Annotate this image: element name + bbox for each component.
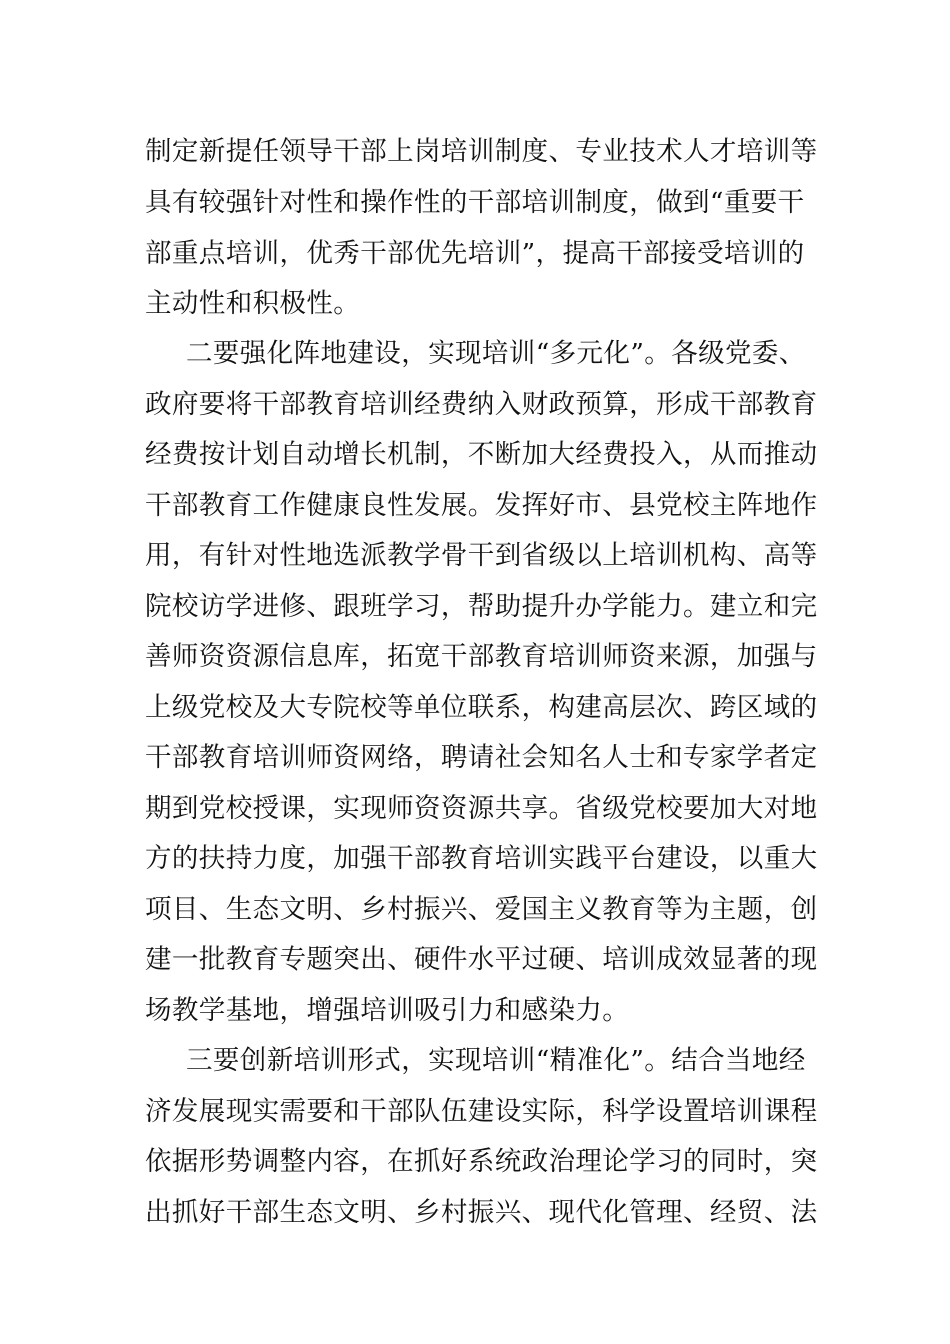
paragraph-first-line: 三要创新培训形式，实现培训“精准化”。结合当地经 (186, 1045, 806, 1076)
text-line: 方的扶持力度，加强干部教育培训实践平台建设，以重大 (145, 843, 818, 874)
text-line: 政府要将干部教育培训经费纳入财政预算，形成干部教育 (145, 389, 818, 420)
text-line: 依据形势调整内容，在抓好系统政治理论学习的同时，突 (145, 1146, 818, 1177)
text-line: 上级党校及大专院校等单位联系，构建高层次、跨区域的 (145, 692, 818, 723)
text-line: 建一批教育专题突出、硬件水平过硬、培训成效显著的现 (145, 944, 818, 975)
text-line: 出抓好干部生态文明、乡村振兴、现代化管理、经贸、法 (145, 1197, 818, 1228)
text-line: 用，有针对性地选派教学骨干到省级以上培训机构、高等 (145, 540, 818, 571)
text-line: 济发展现实需要和干部队伍建设实际，科学设置培训课程 (145, 1096, 818, 1127)
text-line: 部重点培训，优秀干部优先培训”，提高干部接受培训的 (145, 238, 805, 269)
text-line: 场教学基地，增强培训吸引力和感染力。 (145, 995, 630, 1026)
text-line: 干部教育培训师资网络，聘请社会知名人士和专家学者定 (145, 742, 818, 773)
paragraph-first-line: 二要强化阵地建设，实现培训“多元化”。各级党委、 (186, 338, 806, 369)
text-line: 具有较强针对性和操作性的干部培训制度，做到“重要干 (145, 187, 805, 218)
text-line: 期到党校授课，实现师资资源共享。省级党校要加大对地 (145, 793, 818, 824)
text-line: 经费按计划自动增长机制，不断加大经费投入，从而推动 (145, 439, 818, 470)
text-line: 制定新提任领导干部上岗培训制度、专业技术人才培训等 (145, 136, 818, 167)
text-line: 善师资资源信息库，拓宽干部教育培训师资来源，加强与 (145, 641, 818, 672)
text-line: 主动性和积极性。 (145, 288, 361, 319)
text-line: 项目、生态文明、乡村振兴、爱国主义教育等为主题，创 (145, 894, 818, 925)
text-line: 院校访学进修、跟班学习，帮助提升办学能力。建立和完 (145, 591, 818, 622)
text-line: 干部教育工作健康良性发展。发挥好市、县党校主阵地作 (145, 490, 818, 521)
